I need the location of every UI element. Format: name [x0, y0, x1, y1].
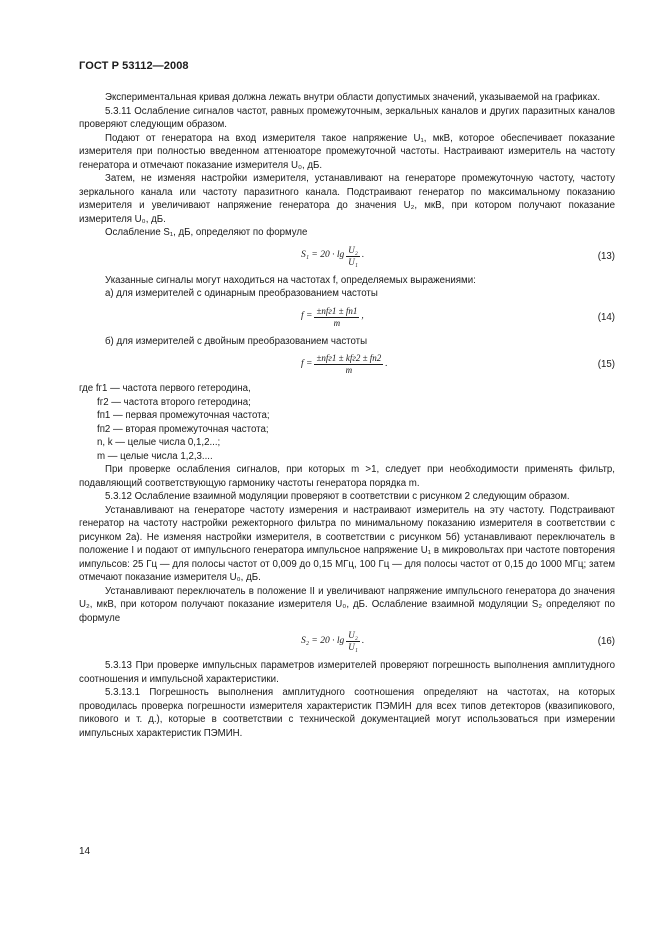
formula-denominator: U₁ [348, 642, 358, 652]
formula-tail: , [361, 311, 364, 322]
formula-fraction [346, 245, 360, 268]
formula-lhs: f = [301, 311, 313, 322]
paragraph: б) для измерителей с двойным преобразованием частоты [105, 335, 368, 347]
formula-fraction [314, 306, 359, 329]
formula-tail: . [361, 250, 365, 261]
equation-number: (13) [597, 250, 615, 262]
formula-numerator: U₂ [348, 630, 358, 640]
paragraph: 5.3.12 Ослабление взаимной модуляции проверяют в соответствии с рисунком 2 следующим образом. [105, 491, 570, 502]
formula-tail: . [361, 635, 365, 646]
paragraph: Ослабление S₁, дБ, определяют по формуле [105, 227, 308, 238]
definition-item: m — целые числа 1,2,3.... [97, 450, 213, 462]
formula-14 [79, 302, 615, 332]
equation-number: (16) [597, 636, 615, 647]
definition-item: fп2 — вторая промежуточная частота; [97, 423, 269, 435]
formula-lhs: S₁ = 20 · lg [301, 250, 345, 261]
formula-numerator: U₂ [348, 244, 358, 255]
standard-header: ГОСТ Р 53112—2008 [79, 60, 189, 72]
definition-item: где fг1 — частота первого гетеродина, [79, 383, 251, 394]
formula-denominator: m [345, 365, 353, 375]
paragraph: Затем, не изменяя настройки измерителя, устанавливают на генераторе промежуточную частоту, частоту зеркального канала или частоту паразитного канала. Подстраивают генератор по максимальному показанию измерителя и увеличивают напряжение генератора до значения U₂, мкВ, при котором получают показание измерителя U₀, дБ. [79, 173, 615, 225]
formula-numerator: ±nfг1 ± fп1 [316, 305, 358, 316]
formula-tail: . [385, 358, 388, 369]
equation-number: (14) [597, 311, 615, 323]
paragraph: Подают от генератора на вход измерителя такое напряжение U₁, мкВ, которое обеспечивает показание измерителя при полностью введенном аттенюаторе промежуточной частоты. Настраивают измеритель на частоту генератора и отмечают показание измерителя U₀, дБ. [79, 132, 615, 171]
formula-lhs: f = [301, 358, 313, 369]
definition-item: fг2 — частота второго гетеродина; [97, 396, 251, 408]
paragraph: а) для измерителей с одинарным преобразованием частоты [105, 288, 378, 299]
formula-fraction [346, 630, 360, 653]
formula-numerator: ±nfг1 ± kfг2 ± fп2 [316, 353, 382, 363]
paragraph: 5.3.13.1 Погрешность выполнения амплитудного соотношения определяют на частотах, на которых проводилась проверка погрешности измерителя характеристик ПЭМИН для всех типов детекторов (квазипикового, пикового и т. д.), которые в соответствии с технической документацией могут использоваться при измерении импульсных характеристик ПЭМИН. [79, 687, 615, 739]
paragraph: Указанные сигналы могут находиться на частотах f, определяемых выражениями: [105, 274, 476, 286]
paragraph: При проверке ослабления сигналов, при которых m >1, следует при необходимости применять фильтр, подавляющий соответствующую гармонику частоты генератора порядка m. [79, 464, 615, 489]
formula-16 [79, 626, 615, 656]
paragraph: Устанавливают переключатель в положение II и увеличивают напряжение импульсного генератора до значения U₂, мкВ, при котором получают показание измерителя U₀, дБ. Ослабление взаимной модуляции S₂ определяют по формуле [79, 585, 615, 624]
definition-item: fп1 — первая промежуточная частота; [97, 410, 270, 421]
formula-fraction [314, 353, 383, 376]
paragraph: 5.3.11 Ослабление сигналов частот, равных промежуточным, зеркальных каналов и других паразитных каналов проверяют следующим образом. [79, 105, 615, 130]
formula-15 [79, 349, 615, 379]
definition-item: n, k — целые числа 0,1,2...; [97, 437, 221, 448]
definition-list [79, 382, 615, 463]
formula-13 [79, 241, 615, 271]
formula-lhs: S₂ = 20 · lg [301, 635, 345, 646]
formula-denominator: U₁ [348, 256, 358, 267]
page-number: 14 [79, 846, 91, 857]
equation-number: (15) [597, 359, 615, 370]
paragraph: Устанавливают на генераторе частоту измерения и настраивают измеритель на эту частоту. Подстраивают генератор на частоту настройки режекторного фильтра по минимальному показанию измерителя в соответствии с рисунком 2а). Не изменяя настройки измерителя, в соответствии с рисунком 5б) устанавливают переключатель в положение I и подают от импульсного генератора импульсное напряжение U₁ в микровольтах при частоте повторения импульсов: 25 Гц — для полосы частот от 0,009 до 0,15 МГц, 100 Гц — для полосы частот от 0,15 до 1000 МГц; затем отмечают показание измерителя U₀, дБ. [79, 504, 615, 583]
body-text [79, 91, 615, 740]
paragraph: 5.3.13 При проверке импульсных параметров измерителей проверяют погрешность выполнения амплитудного соотношения и импульсной характеристики. [79, 660, 615, 685]
paragraph: Экспериментальная кривая должна лежать внутри области допустимых значений, указываемой на графиках. [105, 92, 601, 103]
formula-denominator: m [333, 317, 341, 328]
